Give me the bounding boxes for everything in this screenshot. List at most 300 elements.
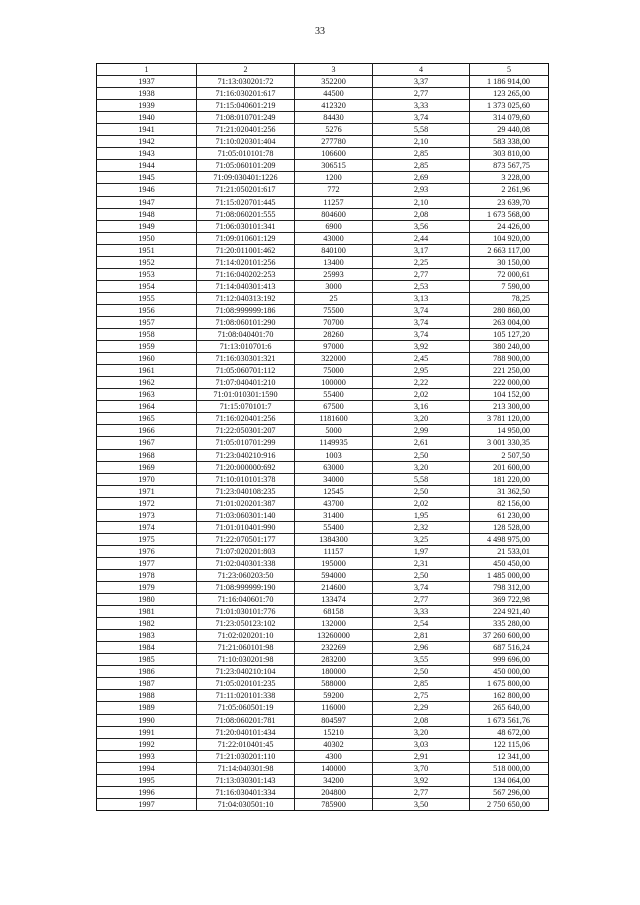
amount-cell: 29 440,08 [470, 124, 549, 136]
rate-cell: 1,95 [373, 509, 470, 521]
rate-cell: 2,69 [373, 172, 470, 184]
row-number-cell: 1938 [97, 88, 197, 100]
table-row [97, 425, 549, 437]
table-row [97, 268, 549, 280]
rate-cell: 2,93 [373, 184, 470, 196]
area-cell: 25993 [295, 268, 373, 280]
amount-cell: 335 280,00 [470, 618, 549, 630]
area-cell: 44500 [295, 88, 373, 100]
row-number-cell: 1995 [97, 774, 197, 786]
rate-cell: 2,02 [373, 497, 470, 509]
rate-cell: 1,97 [373, 545, 470, 557]
area-cell: 28260 [295, 329, 373, 341]
amount-cell: 518 000,00 [470, 762, 549, 774]
table-row [97, 485, 549, 497]
area-cell: 84430 [295, 112, 373, 124]
rate-cell: 5,58 [373, 473, 470, 485]
row-number-cell: 1953 [97, 268, 197, 280]
table-row [97, 413, 549, 425]
cadastral-number-cell: 71:15:070101:7 [197, 401, 295, 413]
area-cell: 43700 [295, 497, 373, 509]
table-row [97, 750, 549, 762]
amount-cell: 221 250,00 [470, 365, 549, 377]
cadastral-number-cell: 71:08:060101:290 [197, 316, 295, 328]
table-row [97, 533, 549, 545]
amount-cell: 213 300,00 [470, 401, 549, 413]
cadastral-number-cell: 71:05:010701:299 [197, 437, 295, 449]
column-header: 4 [373, 64, 470, 76]
table-row [97, 172, 549, 184]
cadastral-number-cell: 71:07:040401:210 [197, 377, 295, 389]
row-number-cell: 1968 [97, 449, 197, 461]
rate-cell: 2,44 [373, 232, 470, 244]
row-number-cell: 1987 [97, 678, 197, 690]
cadastral-number-cell: 71:13:010701:6 [197, 341, 295, 353]
cadastral-number-cell: 71:22:070501:177 [197, 533, 295, 545]
amount-cell: 82 156,00 [470, 497, 549, 509]
table-row [97, 569, 549, 581]
area-cell: 5276 [295, 124, 373, 136]
table-row [97, 232, 549, 244]
row-number-cell: 1970 [97, 473, 197, 485]
area-cell: 1384300 [295, 533, 373, 545]
cadastral-number-cell: 71:22:050301:207 [197, 425, 295, 437]
rate-cell: 2,54 [373, 618, 470, 630]
amount-cell: 224 921,40 [470, 606, 549, 618]
amount-cell: 104 152,00 [470, 389, 549, 401]
rate-cell: 2,50 [373, 449, 470, 461]
cadastral-number-cell: 71:10:030201:98 [197, 654, 295, 666]
row-number-cell: 1975 [97, 533, 197, 545]
rate-cell: 2,50 [373, 485, 470, 497]
rate-cell: 2,77 [373, 88, 470, 100]
cadastral-number-cell: 71:23:040108:235 [197, 485, 295, 497]
amount-cell: 303 810,00 [470, 148, 549, 160]
cadastral-number-cell: 71:20:011001:462 [197, 244, 295, 256]
cadastral-number-cell: 71:09:010601:129 [197, 232, 295, 244]
row-number-cell: 1977 [97, 557, 197, 569]
area-cell: 195000 [295, 557, 373, 569]
cadastral-number-cell: 71:05:010101:78 [197, 148, 295, 160]
rate-cell: 3,33 [373, 100, 470, 112]
area-cell: 59200 [295, 690, 373, 702]
table-row [97, 292, 549, 304]
table-row [97, 377, 549, 389]
cadastral-number-cell: 71:16:030401:334 [197, 786, 295, 798]
row-number-cell: 1997 [97, 798, 197, 810]
area-cell: 1181600 [295, 413, 373, 425]
table-row [97, 594, 549, 606]
area-cell: 34200 [295, 774, 373, 786]
row-number-cell: 1969 [97, 461, 197, 473]
table-row [97, 148, 549, 160]
area-cell: 1200 [295, 172, 373, 184]
cadastral-number-cell: 71:16:040202:253 [197, 268, 295, 280]
row-number-cell: 1985 [97, 654, 197, 666]
amount-cell: 24 426,00 [470, 220, 549, 232]
amount-cell: 105 127,20 [470, 329, 549, 341]
amount-cell: 583 338,00 [470, 136, 549, 148]
rate-cell: 3,13 [373, 292, 470, 304]
cadastral-number-cell: 71:07:020201:803 [197, 545, 295, 557]
rate-cell: 2,08 [373, 208, 470, 220]
amount-cell: 567 296,00 [470, 786, 549, 798]
amount-cell: 1 675 800,00 [470, 678, 549, 690]
cadastral-number-cell: 71:16:040601:70 [197, 594, 295, 606]
cadastral-number-cell: 71:16:030201:617 [197, 88, 295, 100]
table-row [97, 798, 549, 810]
table-row [97, 160, 549, 172]
cadastral-number-cell: 71:23:040210:104 [197, 666, 295, 678]
area-cell: 804600 [295, 208, 373, 220]
table-row [97, 244, 549, 256]
cadastral-number-cell: 71:20:040101:434 [197, 726, 295, 738]
cadastral-number-cell: 71:08:999999:186 [197, 304, 295, 316]
rate-cell: 2,95 [373, 365, 470, 377]
area-cell: 204800 [295, 786, 373, 798]
row-number-cell: 1943 [97, 148, 197, 160]
row-number-cell: 1937 [97, 76, 197, 88]
row-number-cell: 1941 [97, 124, 197, 136]
amount-cell: 30 150,00 [470, 256, 549, 268]
area-cell: 15210 [295, 726, 373, 738]
cadastral-number-cell: 71:01:020201:387 [197, 497, 295, 509]
area-cell: 133474 [295, 594, 373, 606]
area-cell: 180000 [295, 666, 373, 678]
table-row [97, 76, 549, 88]
amount-cell: 687 516,24 [470, 642, 549, 654]
table-row [97, 353, 549, 365]
table-row [97, 184, 549, 196]
rate-cell: 3,25 [373, 533, 470, 545]
row-number-cell: 1949 [97, 220, 197, 232]
row-number-cell: 1993 [97, 750, 197, 762]
cadastral-number-cell: 71:15:020701:445 [197, 196, 295, 208]
row-number-cell: 1956 [97, 304, 197, 316]
data-table [96, 63, 549, 811]
amount-cell: 72 000,61 [470, 268, 549, 280]
row-number-cell: 1963 [97, 389, 197, 401]
cadastral-number-cell: 71:23:060203:50 [197, 569, 295, 581]
rate-cell: 2,85 [373, 678, 470, 690]
row-number-cell: 1979 [97, 582, 197, 594]
area-cell: 40302 [295, 738, 373, 750]
cadastral-number-cell: 71:21:060101:98 [197, 642, 295, 654]
cadastral-number-cell: 71:15:040601:219 [197, 100, 295, 112]
rate-cell: 3,74 [373, 112, 470, 124]
rate-cell: 3,20 [373, 413, 470, 425]
rate-cell: 2,45 [373, 353, 470, 365]
amount-cell: 31 362,50 [470, 485, 549, 497]
cadastral-number-cell: 71:14:040301:413 [197, 280, 295, 292]
row-number-cell: 1960 [97, 353, 197, 365]
area-cell: 106600 [295, 148, 373, 160]
table-row [97, 461, 549, 473]
cadastral-number-cell: 71:04:030501:10 [197, 798, 295, 810]
row-number-cell: 1950 [97, 232, 197, 244]
row-number-cell: 1942 [97, 136, 197, 148]
row-number-cell: 1991 [97, 726, 197, 738]
rate-cell: 2,91 [373, 750, 470, 762]
row-number-cell: 1990 [97, 714, 197, 726]
cadastral-number-cell: 71:08:999999:190 [197, 582, 295, 594]
cadastral-number-cell: 71:14:020101:256 [197, 256, 295, 268]
row-number-cell: 1940 [97, 112, 197, 124]
table-row [97, 690, 549, 702]
row-number-cell: 1965 [97, 413, 197, 425]
amount-cell: 222 000,00 [470, 377, 549, 389]
amount-cell: 134 064,00 [470, 774, 549, 786]
rate-cell: 2,53 [373, 280, 470, 292]
table-row [97, 304, 549, 316]
rate-cell: 3,74 [373, 316, 470, 328]
rate-cell: 3,56 [373, 220, 470, 232]
cadastral-number-cell: 71:03:060301:140 [197, 509, 295, 521]
area-cell: 55400 [295, 521, 373, 533]
amount-cell: 369 722,98 [470, 594, 549, 606]
area-cell: 132000 [295, 618, 373, 630]
row-number-cell: 1957 [97, 316, 197, 328]
rate-cell: 2,61 [373, 437, 470, 449]
amount-cell: 14 950,00 [470, 425, 549, 437]
area-cell: 67500 [295, 401, 373, 413]
table-row [97, 521, 549, 533]
amount-cell: 162 800,00 [470, 690, 549, 702]
amount-cell: 3 001 330,35 [470, 437, 549, 449]
table-row [97, 714, 549, 726]
row-number-cell: 1984 [97, 642, 197, 654]
area-cell: 5000 [295, 425, 373, 437]
table-row [97, 280, 549, 292]
table-row [97, 642, 549, 654]
amount-cell: 4 498 975,00 [470, 533, 549, 545]
row-number-cell: 1973 [97, 509, 197, 521]
row-number-cell: 1988 [97, 690, 197, 702]
table-row [97, 582, 549, 594]
table-row [97, 497, 549, 509]
area-cell: 804597 [295, 714, 373, 726]
rate-cell: 2,22 [373, 377, 470, 389]
table-row [97, 437, 549, 449]
amount-cell: 873 567,75 [470, 160, 549, 172]
cadastral-number-cell: 71:05:020101:235 [197, 678, 295, 690]
area-cell: 97000 [295, 341, 373, 353]
rate-cell: 2,50 [373, 666, 470, 678]
amount-cell: 3 228,00 [470, 172, 549, 184]
table-row [97, 401, 549, 413]
table-row [97, 774, 549, 786]
amount-cell: 798 312,00 [470, 582, 549, 594]
area-cell: 31400 [295, 509, 373, 521]
rate-cell: 3,74 [373, 582, 470, 594]
row-number-cell: 1946 [97, 184, 197, 196]
table-row [97, 666, 549, 678]
table-row [97, 726, 549, 738]
table-row [97, 341, 549, 353]
table-row [97, 124, 549, 136]
table-row [97, 100, 549, 112]
area-cell: 75500 [295, 304, 373, 316]
amount-cell: 128 528,00 [470, 521, 549, 533]
column-header: 5 [470, 64, 549, 76]
cadastral-number-cell: 71:05:060701:112 [197, 365, 295, 377]
row-number-cell: 1955 [97, 292, 197, 304]
row-number-cell: 1939 [97, 100, 197, 112]
amount-cell: 314 079,60 [470, 112, 549, 124]
rate-cell: 3,20 [373, 461, 470, 473]
rate-cell: 3,37 [373, 76, 470, 88]
amount-cell: 1 186 914,00 [470, 76, 549, 88]
rate-cell: 2,08 [373, 714, 470, 726]
row-number-cell: 1992 [97, 738, 197, 750]
area-cell: 34000 [295, 473, 373, 485]
amount-cell: 450 450,00 [470, 557, 549, 569]
area-cell: 4300 [295, 750, 373, 762]
cadastral-number-cell: 71:05:060101:209 [197, 160, 295, 172]
table-row [97, 618, 549, 630]
row-number-cell: 1945 [97, 172, 197, 184]
amount-cell: 122 115,06 [470, 738, 549, 750]
amount-cell: 280 860,00 [470, 304, 549, 316]
area-cell: 594000 [295, 569, 373, 581]
area-cell: 277780 [295, 136, 373, 148]
rate-cell: 2,99 [373, 425, 470, 437]
amount-cell: 37 260 600,00 [470, 630, 549, 642]
cadastral-number-cell: 71:05:060501:19 [197, 702, 295, 714]
area-cell: 322000 [295, 353, 373, 365]
rate-cell: 2,10 [373, 136, 470, 148]
table-row [97, 365, 549, 377]
cadastral-number-cell: 71:23:040210:916 [197, 449, 295, 461]
table-row [97, 557, 549, 569]
amount-cell: 1 673 568,00 [470, 208, 549, 220]
row-number-cell: 1981 [97, 606, 197, 618]
cadastral-number-cell: 71:06:030101:341 [197, 220, 295, 232]
row-number-cell: 1944 [97, 160, 197, 172]
table-row [97, 208, 549, 220]
row-number-cell: 1986 [97, 666, 197, 678]
rate-cell: 3,74 [373, 304, 470, 316]
rate-cell: 3,50 [373, 798, 470, 810]
table-row [97, 136, 549, 148]
area-cell: 68158 [295, 606, 373, 618]
rate-cell: 3,03 [373, 738, 470, 750]
table-row [97, 654, 549, 666]
row-number-cell: 1989 [97, 702, 197, 714]
area-cell: 283200 [295, 654, 373, 666]
cadastral-number-cell: 71:13:030201:72 [197, 76, 295, 88]
row-number-cell: 1966 [97, 425, 197, 437]
row-number-cell: 1948 [97, 208, 197, 220]
table-header-row [97, 64, 549, 76]
area-cell: 352200 [295, 76, 373, 88]
rate-cell: 3,92 [373, 341, 470, 353]
row-number-cell: 1980 [97, 594, 197, 606]
table-row [97, 762, 549, 774]
rate-cell: 2,02 [373, 389, 470, 401]
rate-cell: 3,17 [373, 244, 470, 256]
amount-cell: 12 341,00 [470, 750, 549, 762]
cadastral-number-cell: 71:01:010401:990 [197, 521, 295, 533]
table-row [97, 630, 549, 642]
row-number-cell: 1952 [97, 256, 197, 268]
table-row [97, 389, 549, 401]
row-number-cell: 1994 [97, 762, 197, 774]
amount-cell: 2 663 117,00 [470, 244, 549, 256]
amount-cell: 2 507,50 [470, 449, 549, 461]
table-row [97, 449, 549, 461]
rate-cell: 2,75 [373, 690, 470, 702]
rate-cell: 3,92 [373, 774, 470, 786]
amount-cell: 380 240,00 [470, 341, 549, 353]
area-cell: 840100 [295, 244, 373, 256]
area-cell: 13260000 [295, 630, 373, 642]
cadastral-number-cell: 71:16:020401:256 [197, 413, 295, 425]
amount-cell: 999 696,00 [470, 654, 549, 666]
amount-cell: 123 265,00 [470, 88, 549, 100]
amount-cell: 1 373 025,60 [470, 100, 549, 112]
amount-cell: 48 672,00 [470, 726, 549, 738]
area-cell: 412320 [295, 100, 373, 112]
area-cell: 13400 [295, 256, 373, 268]
row-number-cell: 1961 [97, 365, 197, 377]
rate-cell: 3,70 [373, 762, 470, 774]
amount-cell: 1 485 000,00 [470, 569, 549, 581]
amount-cell: 450 000,00 [470, 666, 549, 678]
area-cell: 772 [295, 184, 373, 196]
rate-cell: 2,85 [373, 148, 470, 160]
cadastral-number-cell: 71:16:030301:321 [197, 353, 295, 365]
row-number-cell: 1982 [97, 618, 197, 630]
amount-cell: 788 900,00 [470, 353, 549, 365]
area-cell: 306515 [295, 160, 373, 172]
amount-cell: 1 673 561,76 [470, 714, 549, 726]
cadastral-number-cell: 71:12:040313:192 [197, 292, 295, 304]
area-cell: 75000 [295, 365, 373, 377]
amount-cell: 7 590,00 [470, 280, 549, 292]
row-number-cell: 1972 [97, 497, 197, 509]
rate-cell: 2,96 [373, 642, 470, 654]
table-row [97, 220, 549, 232]
rate-cell: 2,85 [373, 160, 470, 172]
table-row [97, 473, 549, 485]
cadastral-number-cell: 71:01:010301:1590 [197, 389, 295, 401]
area-cell: 1003 [295, 449, 373, 461]
rate-cell: 2,50 [373, 569, 470, 581]
row-number-cell: 1996 [97, 786, 197, 798]
cadastral-number-cell: 71:08:040401:70 [197, 329, 295, 341]
table-row [97, 702, 549, 714]
cadastral-number-cell: 71:13:030301:143 [197, 774, 295, 786]
area-cell: 70700 [295, 316, 373, 328]
cadastral-number-cell: 71:01:030101:776 [197, 606, 295, 618]
table-row [97, 786, 549, 798]
cadastral-number-cell: 71:08:010701:249 [197, 112, 295, 124]
area-cell: 116000 [295, 702, 373, 714]
rate-cell: 2,31 [373, 557, 470, 569]
amount-cell: 201 600,00 [470, 461, 549, 473]
rate-cell: 2,29 [373, 702, 470, 714]
rate-cell: 2,81 [373, 630, 470, 642]
cadastral-number-cell: 71:23:050123:102 [197, 618, 295, 630]
rate-cell: 3,33 [373, 606, 470, 618]
table-row [97, 316, 549, 328]
area-cell: 55400 [295, 389, 373, 401]
table-row [97, 196, 549, 208]
page-number: 33 [315, 26, 325, 37]
area-cell: 140000 [295, 762, 373, 774]
area-cell: 3000 [295, 280, 373, 292]
